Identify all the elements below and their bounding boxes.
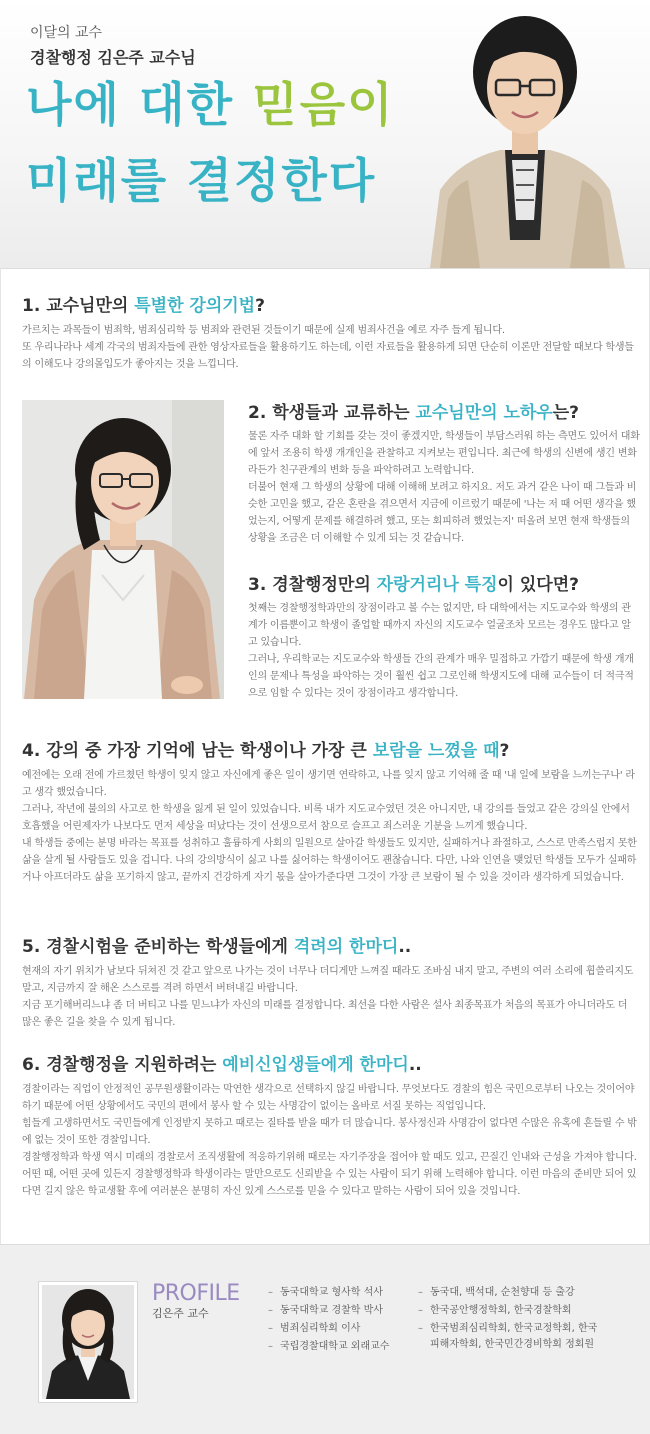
question-1-heading — [22, 291, 265, 316]
profile-item: – 동국대학교 경찰학 박사 — [268, 1303, 418, 1319]
professor-portrait-image — [420, 10, 630, 268]
profile-photo-frame — [38, 1281, 138, 1403]
professor-photo — [22, 400, 224, 699]
answer-3-para-1: 첫째는 경찰행정학과만의 장점이라고 볼 수는 없지만, 타 대학에서는 지도교수와 학생의 관계가 이름뿐이고 학생이 졸업할 때까지 자신의 지도교수 얼굴조차 모르는 경우도 많다고 알고 있습니다. — [248, 603, 631, 648]
question-6-suffix: .. — [408, 1055, 422, 1075]
answer-6-para-3: 경찰행정학과 학생 역시 미래의 경찰로서 조직생활에 적응하기위해 때로는 자기주장을 접어야 할 때도 있고, 끈질긴 인내와 근성을 가져야 합니다. 어떤 때, 어떤 곳에 있든지 경찰행정학과 학생이라는 말만으로도 신뢰받을 수 있는 사람이 되기 위해 노력해야 합니다. 이런 마음의 준비만 되어 있다면 길지 않은 학교생활 후에 여러분은 분명히 자신 있게 스스로를 믿을 수 있다고 말하는 사람이 되어 있을 것입니다. — [22, 1152, 637, 1197]
headline-line2: 미래를 결정한다 — [26, 154, 377, 209]
question-2-heading — [248, 398, 579, 423]
question-2-suffix: 는? — [552, 403, 580, 423]
question-6-text: 6. 경찰행정을 지원하려는 — [22, 1055, 223, 1075]
profile-list-2 — [418, 1285, 598, 1355]
profile-list-1 — [268, 1285, 418, 1357]
question-1-accent: 특별한 강의기법 — [134, 296, 256, 316]
question-4-heading — [22, 736, 509, 761]
question-3-suffix: 이 있다면? — [497, 575, 579, 595]
question-3-heading — [248, 570, 579, 595]
question-3-text: 3. 경찰행정만의 — [248, 575, 377, 595]
profile-item: – 국립경찰대학교 외래교수 — [268, 1339, 418, 1355]
question-5-heading — [22, 932, 411, 957]
answer-4-para-3: 내 학생들 중에는 분명 바라는 목표를 성취하고 훌륭하게 사회의 일원으로 살아갈 학생들도 있지만, 실패하거나 좌절하고, 스스로 만족스럽지 못한 삶을 살게 될 사람들도 있을 겁니다. 나의 강의방식이 싫고 나를 싫어하는 학생이어도 괜찮습니다. 다만, 나와 인연을 맺었던 학생들 모두가 실패하거나 아프더라도 삶을 포기하지 않고, 끝까지 건강하게 자기 몫을 살아가준다면 그것이 가장 큰 보람이 될 수 있을 것이라 생각하게 되었습니다. — [22, 838, 637, 883]
answer-4-para-2: 그러나, 작년에 불의의 사고로 한 학생을 잃게 된 일이 있었습니다. 비록 내가 지도교수였던 것은 아니지만, 내 강의를 들었고 같은 강의실 안에서 호흡했을 어린제자가 나보다도 먼저 세상을 떠났다는 것이 선생으로서 참으로 슬프고 죄스러운 기분을 느끼게 했습니다. — [22, 804, 630, 832]
answer-3-para-2: 그러나, 우리학교는 지도교수와 학생들 간의 관계가 매우 밀접하고 가깝기 때문에 학생 개개인의 문제나 특성을 파악하는 것이 훨씬 쉽고 그로인해 학생지도에 대해 교수들이 더 적극적으로 임할 수 있다는 것이 장점이라고 생각합니다. — [248, 654, 634, 699]
question-5-accent: 격려의 한마디 — [293, 937, 399, 957]
question-5-text: 5. 경찰시험을 준비하는 학생들에게 — [22, 937, 294, 957]
profile-item: – 한국범죄심리학회, 한국교정학회, 한국피해자학회, 한국민간경비학회 정회원 — [418, 1321, 598, 1353]
question-6-heading — [22, 1050, 422, 1075]
question-4-suffix: ? — [499, 741, 510, 761]
answer-1-para-2: 또 우리나라나 세계 각국의 범죄자들에 관한 영상자료들을 활용하기도 하는데, 이런 자료들을 활용하게 되면 단순히 이론만 전달할 때보다 학생들의 이해도나 강의몰입도가 좋아지는 것을 느낍니다. — [22, 342, 634, 370]
answer-6-para-1: 경찰이라는 직업이 안정적인 공무원생활이라는 막연한 생각으로 선택하지 않길 바랍니다. 무엇보다도 경찰의 힘은 국민으로부터 나오는 것이어야 하기 때문에 어떤 상황에서도 국민의 편에서 봉사 할 수 있는 사명감이 없이는 올바로 서질 못하는 직업입니다. — [22, 1084, 635, 1112]
headline-line1 — [26, 78, 395, 133]
question-3-accent: 자랑거리나 특징 — [376, 575, 498, 595]
professor-name-title: 경찰행정 김은주 교수님 — [30, 48, 196, 67]
profile-item: – 동국대학교 형사학 석사 — [268, 1285, 418, 1301]
answer-5-para-2: 지금 포기해버리느냐 좀 더 버티고 나를 믿느냐가 자신의 미래를 결정합니다. 최선을 다한 사람은 설사 최종목표가 처음의 목표가 아니더라도 더 많은 좋은 길을 찾을 수 있게 됩니다. — [22, 1000, 628, 1028]
question-4-accent: 보람을 느꼈을 때 — [372, 741, 500, 761]
answer-5-para-1: 현재의 자기 위치가 남보다 뒤쳐진 것 같고 앞으로 나가는 것이 너무나 더디게만 느껴질 때라도 조바심 내지 말고, 주변의 여러 소리에 휩쓸리지도 말고, 지금까지 잘 해온 스스로를 격려 하면서 버텨내길 바랍니다. — [22, 966, 634, 994]
headline-line1-text: 나에 대한 — [26, 78, 253, 133]
profile-box — [0, 1244, 650, 1434]
answer-2-para-2: 더불어 현재 그 학생의 상황에 대해 이해해 보려고 하지요. 저도 과거 같은 나이 때 그들과 비슷한 고민을 했고, 같은 혼란을 겪으면서 지금에 이르렀기 때문에 '나는 저 때 어떤 생각을 했었는지, 어떻게 문제를 해결하려 했고, 또는 회피하려 했었는지' 떠올려 보면 현재 학생들의 상황을 조금은 더 이해할 수 있게 되는 것 같습니다. — [248, 482, 637, 544]
answer-2-para-1: 물론 자주 대화 할 기회를 갖는 것이 좋겠지만, 학생들이 부담스러워 하는 측면도 있어서 대화에 앞서 조용히 학생 개개인을 관찰하고 지켜보는 편입니다. 최근에 학생의 신변에 생긴 변화라든가 친구관계의 변화 등을 파악하려고 노력합니다. — [248, 431, 640, 476]
answer-1-para-1: 가르치는 과목들이 범죄학, 범죄심리학 등 범죄와 관련된 것들이기 때문에 실제 범죄사건을 예로 자주 들게 됩니다. — [22, 325, 505, 336]
header-banner — [0, 0, 650, 268]
headline-accent: 믿음이 — [252, 78, 395, 133]
profile-item: – 범죄심리학회 이사 — [268, 1321, 418, 1337]
profile-title: PROFILE — [152, 1281, 240, 1306]
profile-item: – 동국대, 백석대, 순천향대 등 출강 — [418, 1285, 598, 1301]
answer-4-para-1: 예전에는 오래 전에 가르쳤던 학생이 잊지 않고 자신에게 좋은 일이 생기면 연락하고, 나를 잊지 않고 기억해 줄 때 '내 일에 보람을 느끼는구나' 라고 생각 했었습니다. — [22, 770, 635, 798]
answer-6-para-2: 힘들게 고생하면서도 국민들에게 인정받지 못하고 때로는 질타를 받을 때가 더 많습니다. 봉사정신과 사명감이 없다면 수많은 유혹에 흔들릴 수 밖에 없는 것이 또한 경찰입니다. — [22, 1118, 637, 1146]
profile-photo — [42, 1285, 134, 1399]
question-4-text: 4. 강의 중 가장 기억에 남는 학생이나 가장 큰 — [22, 741, 373, 761]
question-2-accent: 교수님만의 노하우 — [415, 403, 553, 423]
question-1-suffix: ? — [255, 296, 265, 316]
question-5-suffix: .. — [398, 937, 412, 957]
question-2-text: 2. 학생들과 교류하는 — [248, 403, 416, 423]
question-6-accent: 예비신입생들에게 한마디 — [222, 1055, 409, 1075]
profile-item: – 한국공안행정학회, 한국경찰학회 — [418, 1303, 598, 1319]
header-subtitle: 이달의 교수 — [30, 25, 103, 41]
profile-name: 김은주 교수 — [152, 1307, 209, 1320]
question-1-text: 1. 교수님만의 — [22, 296, 135, 316]
